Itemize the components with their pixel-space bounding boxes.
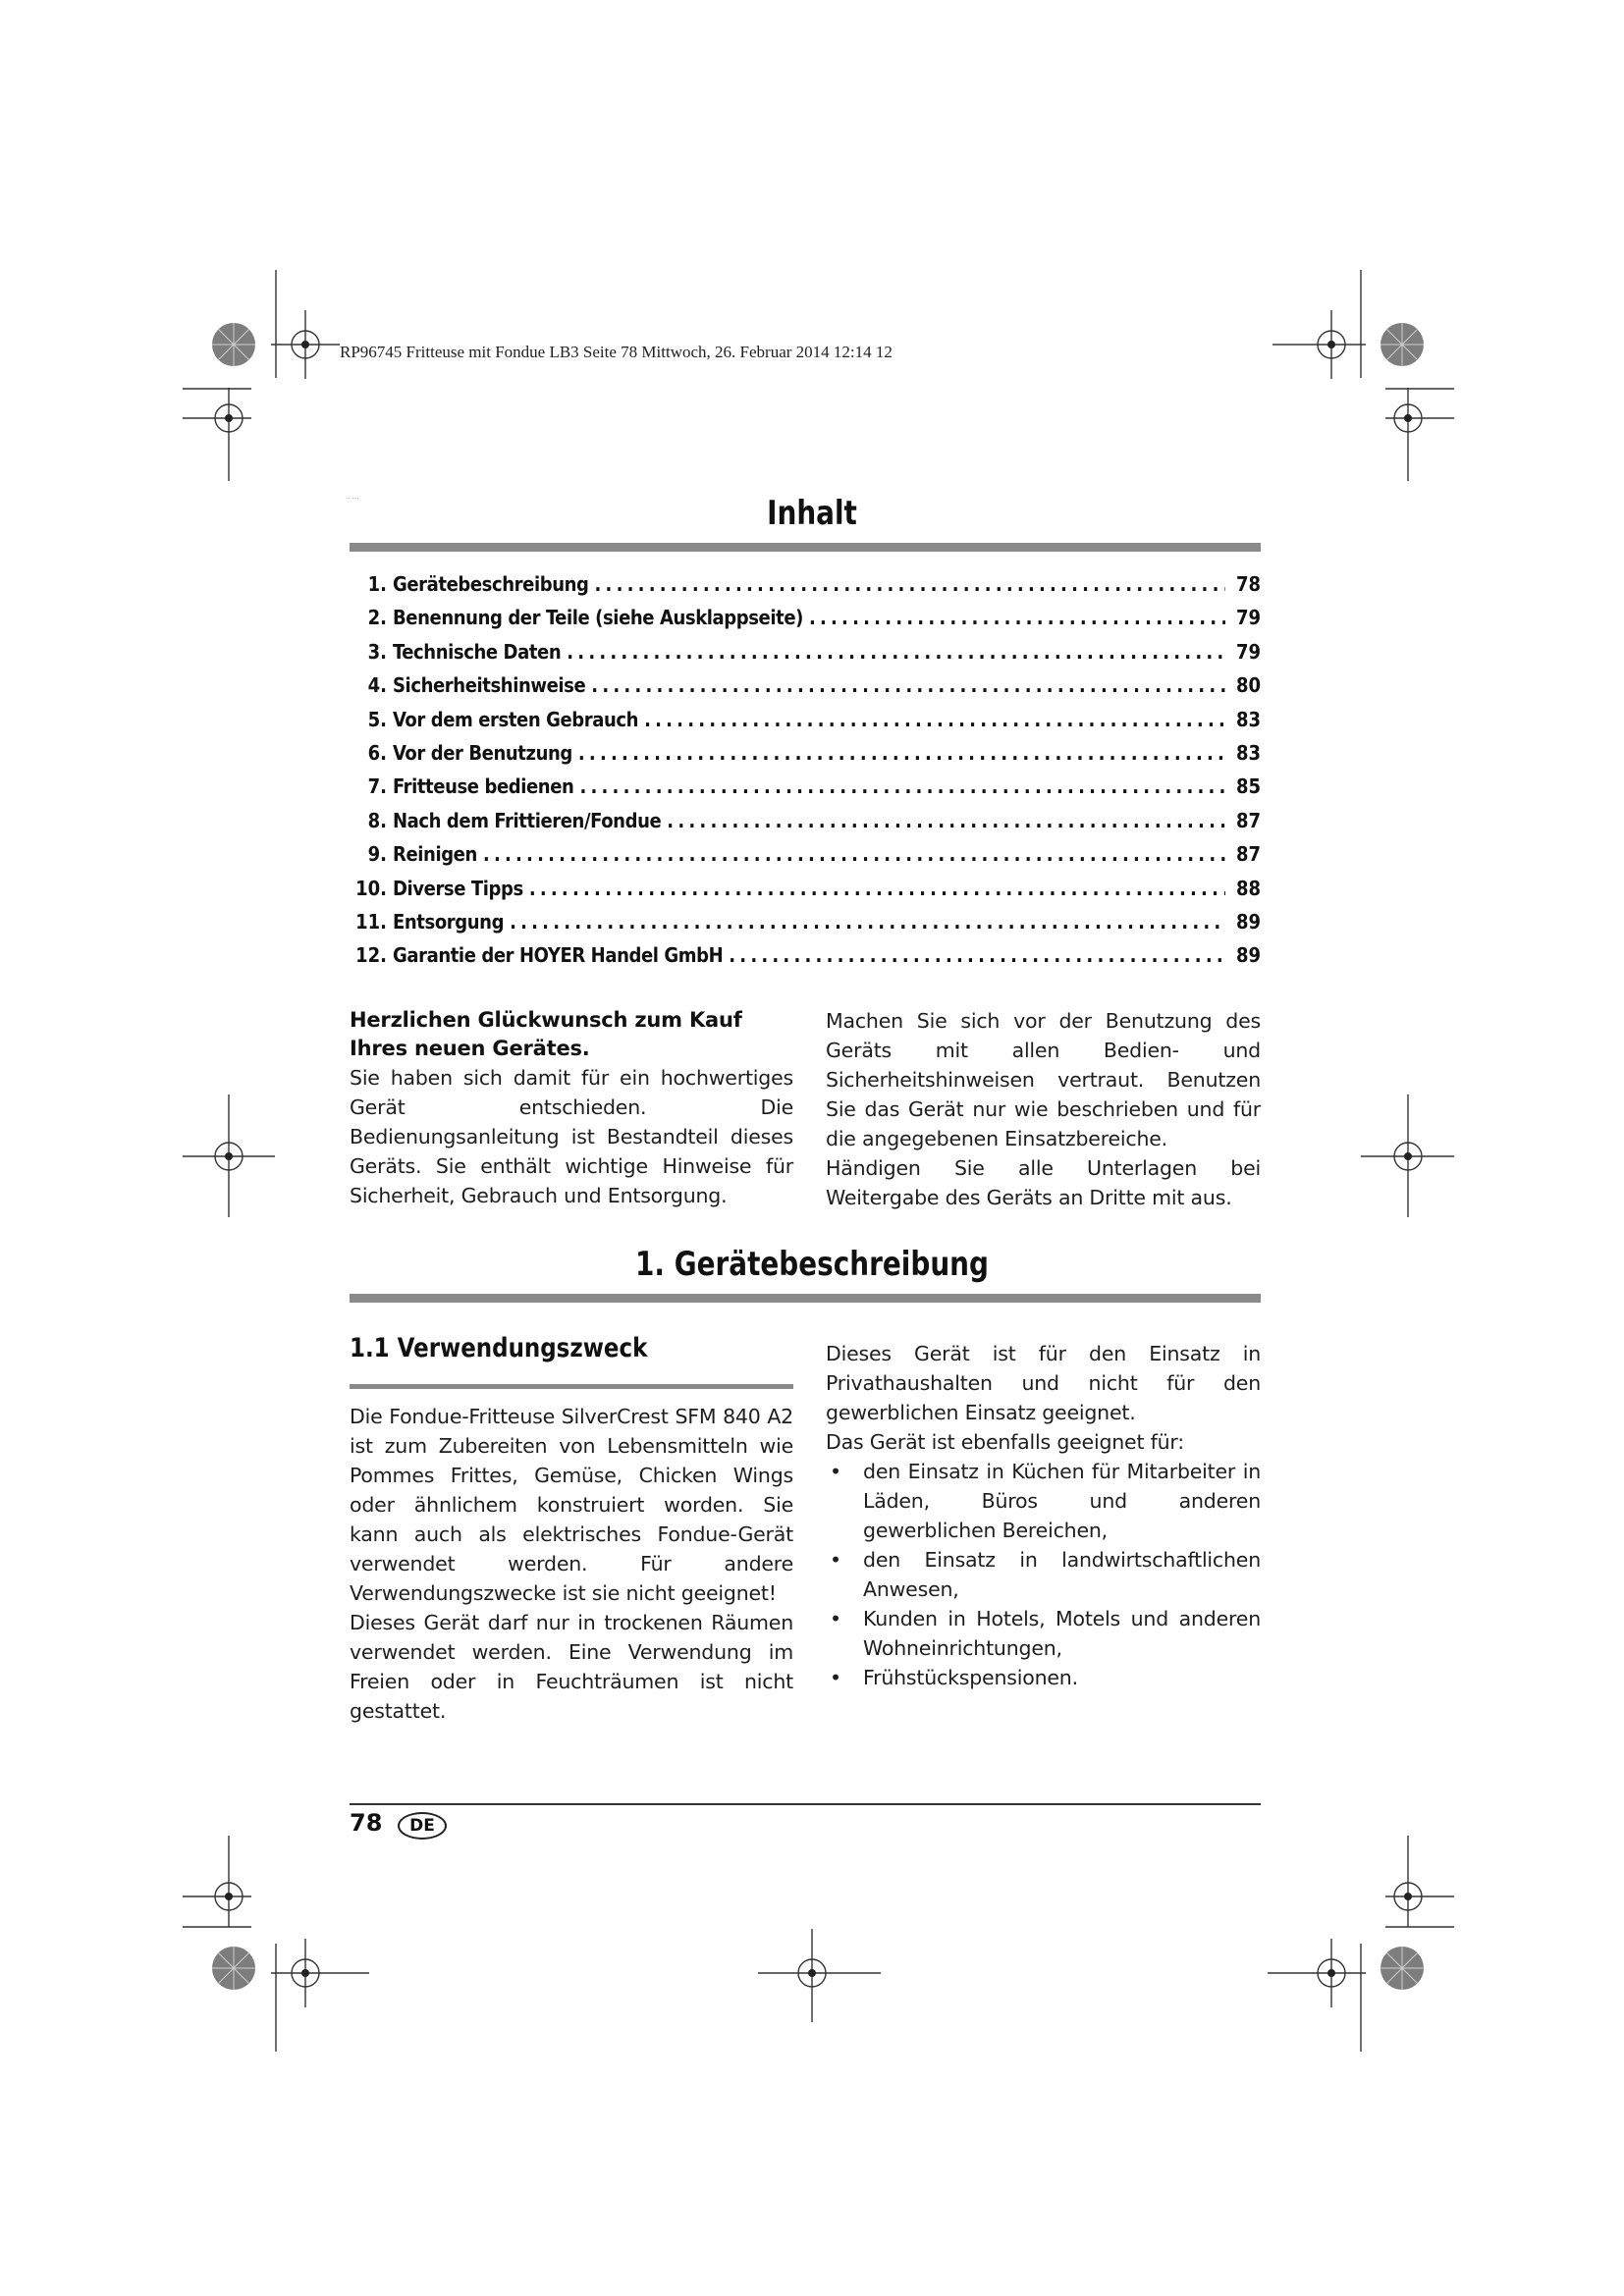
intro-left-column bbox=[350, 1006, 793, 1210]
section-1-left-text-2: Dieses Gerät darf nur in trockenen Räumen verwendet werden. Eine Verwendung im Freien oder in Feuchträumen ist nicht gestattet. bbox=[350, 1611, 793, 1723]
list-item: • Frühstückspensionen. bbox=[826, 1663, 1261, 1692]
toc-page-number: 78 bbox=[1235, 572, 1261, 596]
list-item: • Kunden in Hotels, Motels und anderen Wohneinrichtungen, bbox=[826, 1604, 1261, 1663]
toc-row bbox=[350, 708, 1261, 741]
tiny-mark: ·· ··· bbox=[346, 495, 359, 503]
usage-bullet-list bbox=[826, 1457, 1261, 1692]
section-1-heading: 1. Gerätebeschreibung bbox=[635, 1245, 989, 1284]
toc-page-number: 89 bbox=[1235, 943, 1261, 968]
toc-leader-dots bbox=[529, 877, 1225, 900]
toc-leader-dots bbox=[578, 741, 1225, 765]
intro-left-text: Sie haben sich damit für ein hochwertiges Gerät entschieden. Die Bedienungsanleitung ist Bestandteil dieses Geräts. Sie enthält wichtige Hinweise für Sicherheit, Gebrauch und Entsorgung. bbox=[350, 1066, 793, 1207]
section-1-right-text-1: Dieses Gerät ist für den Einsatz in Privathaushalten und nicht für den gewerblichen Einsatz geeignet. bbox=[826, 1342, 1261, 1424]
section-1-right-column bbox=[826, 1339, 1261, 1692]
toc-title: Garantie der HOYER Handel GmbH bbox=[393, 943, 724, 968]
print-header-line: RP96745 Fritteuse mit Fondue LB3 Seite 78 Mittwoch, 26. Februar 2014 12:14 12 bbox=[340, 343, 893, 361]
toc-title: Vor der Benutzung bbox=[393, 740, 572, 765]
table-of-contents bbox=[350, 572, 1261, 978]
toc-row bbox=[350, 572, 1261, 606]
toc-title: Benennung der Teile (siehe Ausklappseite) bbox=[393, 606, 803, 630]
intro-right-text-1: Machen Sie sich vor der Benutzung des Geräts mit allen Bedien- und Sicherheitshinweisen vertraut. Benutzen Sie das Gerät nur wie beschrieben und für die angegebenen Einsatzbereiche. bbox=[826, 1009, 1261, 1150]
toc-leader-dots bbox=[591, 673, 1225, 697]
toc-leader-dots bbox=[567, 640, 1225, 664]
toc-number: 9. bbox=[367, 842, 387, 867]
toc-title: Entsorgung bbox=[393, 909, 505, 934]
toc-row bbox=[350, 842, 1261, 876]
toc-number: 5. bbox=[367, 707, 387, 731]
toc-title: Vor dem ersten Gebrauch bbox=[393, 707, 639, 731]
list-item: • den Einsatz in landwirtschaftlichen Anwesen, bbox=[826, 1545, 1261, 1604]
toc-page-number: 89 bbox=[1235, 909, 1261, 934]
section-1-left-column bbox=[350, 1402, 793, 1726]
intro-right-column bbox=[826, 1006, 1261, 1212]
language-badge: DE bbox=[398, 1812, 447, 1840]
toc-number: 11. bbox=[355, 909, 387, 934]
toc-leader-dots bbox=[644, 708, 1225, 731]
toc-leader-dots bbox=[483, 842, 1225, 866]
toc-row bbox=[350, 640, 1261, 673]
toc-row bbox=[350, 774, 1261, 808]
toc-row bbox=[350, 877, 1261, 910]
section-1-rule bbox=[350, 1294, 1261, 1303]
intro-right-text-2: Händigen Sie alle Unterlagen bei Weitergabe des Geräts an Dritte mit aus. bbox=[826, 1156, 1261, 1209]
toc-row bbox=[350, 809, 1261, 842]
toc-number: 8. bbox=[367, 808, 387, 832]
list-item: • den Einsatz in Küchen für Mitarbeiter in Läden, Büros und anderen gewerblichen Bereichen, bbox=[826, 1457, 1261, 1545]
section-1-1-rule bbox=[350, 1384, 793, 1389]
intro-heading: Herzlichen Glückwunsch zum Kauf Ihres neuen Gerätes. bbox=[350, 1008, 742, 1060]
toc-title: Sicherheitshinweise bbox=[393, 673, 586, 698]
toc-row bbox=[350, 673, 1261, 707]
toc-title: Diverse Tipps bbox=[393, 876, 523, 900]
toc-leader-dots bbox=[510, 910, 1225, 934]
toc-title: Technische Daten bbox=[393, 639, 562, 664]
toc-title: Gerätebeschreibung bbox=[393, 572, 589, 596]
toc-heading-rule bbox=[350, 543, 1261, 552]
toc-row bbox=[350, 741, 1261, 774]
toc-page-number: 79 bbox=[1235, 639, 1261, 664]
toc-leader-dots bbox=[809, 606, 1225, 629]
toc-page-number: 88 bbox=[1235, 876, 1261, 900]
toc-leader-dots bbox=[579, 774, 1225, 798]
toc-number: 12. bbox=[355, 943, 387, 968]
toc-title: Fritteuse bedienen bbox=[393, 774, 574, 799]
toc-page-number: 87 bbox=[1235, 808, 1261, 832]
toc-number: 3. bbox=[367, 639, 387, 664]
footer-rule bbox=[350, 1803, 1261, 1805]
toc-row bbox=[350, 943, 1261, 977]
toc-leader-dots bbox=[667, 809, 1225, 832]
toc-page-number: 83 bbox=[1235, 740, 1261, 765]
toc-number: 7. bbox=[367, 774, 387, 799]
toc-leader-dots bbox=[595, 572, 1225, 596]
toc-title: Nach dem Frittieren/Fondue bbox=[393, 808, 662, 832]
toc-number: 4. bbox=[367, 673, 387, 698]
toc-row bbox=[350, 910, 1261, 943]
toc-number: 1. bbox=[367, 572, 387, 596]
toc-row bbox=[350, 606, 1261, 639]
toc-title: Reinigen bbox=[393, 842, 477, 867]
section-1-1-heading: 1.1 Verwendungszweck bbox=[350, 1333, 648, 1363]
toc-number: 10. bbox=[355, 876, 387, 900]
section-1-right-text-2: Das Gerät ist ebenfalls geeignet für: bbox=[826, 1430, 1185, 1454]
section-1-left-text-1: Die Fondue-Fritteuse SilverCrest SFM 840 A2 ist zum Zubereiten von Lebensmitteln wie Pommes Frittes, Gemüse, Chicken Wings oder ähnlichem konstruiert worden. Sie kann auch als elektrisches Fondue-Gerät verwendet werden. Für andere Verwendungszwecke ist sie nicht geeignet! bbox=[350, 1405, 793, 1605]
toc-page-number: 79 bbox=[1235, 606, 1261, 630]
toc-heading: Inhalt bbox=[767, 494, 857, 533]
toc-leader-dots bbox=[729, 943, 1225, 967]
toc-page-number: 80 bbox=[1235, 673, 1261, 698]
page-number: 78 bbox=[350, 1809, 383, 1837]
toc-number: 6. bbox=[367, 740, 387, 765]
toc-page-number: 83 bbox=[1235, 707, 1261, 731]
toc-page-number: 85 bbox=[1235, 774, 1261, 799]
toc-number: 2. bbox=[367, 606, 387, 630]
toc-page-number: 87 bbox=[1235, 842, 1261, 867]
